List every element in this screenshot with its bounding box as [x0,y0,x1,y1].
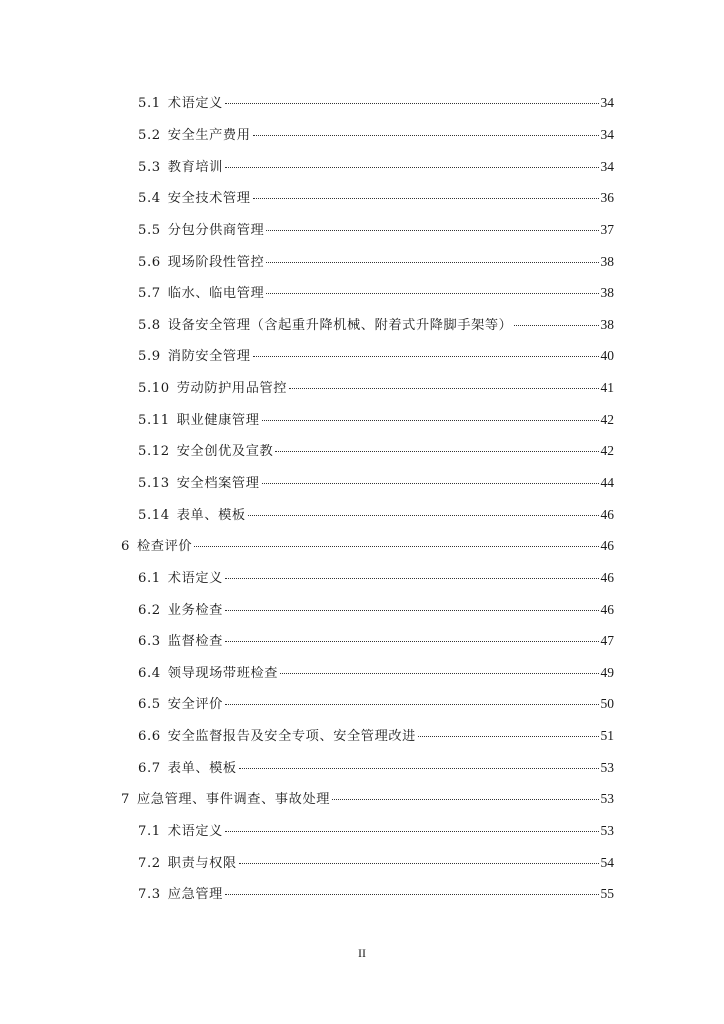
toc-entry-number: 5.7 [138,286,161,302]
toc-entry-page: 51 [600,728,614,744]
toc-entry-5-9[interactable] [0,339,724,371]
toc-entry-title: 检查评价 [137,539,193,555]
toc-entry-title: 表单、模板 [176,507,246,523]
toc-entry-number: 6.6 [138,729,161,745]
toc-entry-title: 职业健康管理 [176,412,260,428]
toc-entry-title: 安全创优及宣教 [176,444,274,460]
toc-entry-number: 6 [121,539,130,555]
toc-entry-title: 术语定义 [167,570,223,586]
toc-entry-page: 46 [600,538,614,554]
toc-entry-number: 5.1 [138,96,161,112]
toc-entry-page: 34 [600,95,614,111]
toc-entry-title: 分包分供商管理 [167,222,265,238]
dot-leader [262,420,599,421]
toc-entry-number: 5.2 [138,127,161,143]
toc-entry-5-7[interactable] [0,276,724,308]
dot-leader [225,103,599,104]
dot-leader [332,799,598,800]
toc-entry-title: 临水、临电管理 [167,286,265,302]
toc-entry-5-13[interactable] [0,466,724,498]
toc-entry-number: 5.5 [138,222,161,238]
toc-entry-number: 5.10 [138,381,170,397]
toc-entry-number: 5.3 [138,159,161,175]
toc-entry-number: 6.4 [138,665,161,681]
toc-entry-page: 37 [600,221,614,237]
toc-entry-title: 领导现场带班检查 [167,665,279,681]
toc-entry-number: 5.14 [138,507,170,523]
toc-entry-5-4[interactable] [0,181,724,213]
toc-entry-6-7[interactable] [0,750,724,782]
toc-entry-page: 55 [600,886,614,902]
dot-leader [418,736,599,737]
dot-leader [253,198,599,199]
toc-entry-page: 44 [600,475,614,490]
dot-leader [514,325,598,326]
toc-entry-page: 46 [600,569,614,585]
dot-leader [239,863,599,864]
toc-entry-6-5[interactable] [0,687,724,719]
toc-entry-title: 监督检查 [167,634,223,650]
toc-entry-5-3[interactable] [0,149,724,181]
toc-entry-title: 表单、模板 [167,760,237,776]
dot-leader [253,135,599,136]
toc-entry-number: 5.9 [138,349,161,365]
toc-entry-5-2[interactable] [0,118,724,150]
toc-entry-number: 5.13 [138,476,170,491]
toc-entry-title: 安全技术管理 [167,191,251,207]
toc-entry-number: 7.3 [138,887,161,903]
dot-leader [289,388,598,389]
dot-leader [225,578,599,579]
toc-entry-title: 应急管理 [167,887,223,903]
toc-entry-page: 42 [600,443,614,459]
toc-entry-5-10[interactable] [0,371,724,403]
toc-entry-page: 38 [600,285,614,301]
toc-entry-5-12[interactable] [0,434,724,466]
toc-entry-7-1[interactable] [0,814,724,846]
toc-entry-number: 5.8 [138,317,161,333]
toc-entry-title: 术语定义 [167,96,223,112]
toc-entry-title: 教育培训 [167,159,223,175]
toc-entry-5-5[interactable] [0,213,724,245]
toc-entry-page: 50 [600,696,614,712]
toc-entry-5-8[interactable] [0,307,724,339]
toc-entry-number: 5.4 [138,191,161,207]
toc-entry-7[interactable] [0,782,724,814]
toc-entry-page: 41 [600,380,614,396]
toc-entry-number: 7.2 [138,855,161,871]
toc-entry-title: 劳动防护用品管控 [176,381,288,397]
toc-entry-6-4[interactable] [0,656,724,688]
toc-entry-number: 6.3 [138,634,161,650]
dot-leader [266,262,598,263]
toc-entry-title: 应急管理、事件调查、事故处理 [137,792,331,808]
toc-entry-page: 46 [600,601,614,617]
toc-entry-title: 安全生产费用 [167,127,251,143]
toc-entry-page: 42 [600,411,614,427]
toc-entry-5-1[interactable] [0,86,724,118]
toc-entry-number: 6.1 [138,570,161,586]
dot-leader [266,230,598,231]
toc-entry-number: 5.11 [138,412,170,428]
toc-entry-7-2[interactable] [0,845,724,877]
toc-entry-number: 6.5 [138,697,161,713]
toc-entry-number: 7 [121,792,130,808]
toc-entry-page: 34 [600,126,614,142]
toc-entry-6[interactable] [0,529,724,561]
toc-entry-number: 7.1 [138,824,161,840]
dot-leader [239,768,599,769]
toc-entry-title: 消防安全管理 [167,349,251,365]
dot-leader [225,831,599,832]
dot-leader [262,483,599,484]
toc-entry-title: 术语定义 [167,824,223,840]
toc-entry-6-6[interactable] [0,719,724,751]
toc-entry-page: 53 [600,791,614,807]
toc-entry-6-1[interactable] [0,561,724,593]
toc-entry-5-11[interactable] [0,402,724,434]
toc-entry-title: 安全评价 [167,697,223,713]
toc-entry-page: 47 [600,633,614,649]
dot-leader [253,356,599,357]
toc-entry-page: 53 [600,823,614,839]
toc-entry-5-14[interactable] [0,497,724,529]
dot-leader [225,704,599,705]
toc-entry-title: 设备安全管理（含起重升降机械、附着式升降脚手架等） [167,317,513,333]
dot-leader [225,167,599,168]
toc-entry-page: 38 [600,253,614,269]
dot-leader [266,293,598,294]
toc-entry-number: 6.7 [138,760,161,776]
toc-entry-page: 34 [600,158,614,174]
toc-entry-6-2[interactable] [0,592,724,624]
toc-entry-title: 职责与权限 [167,855,237,871]
toc-entry-page: 54 [600,854,614,870]
toc-entry-6-3[interactable] [0,624,724,656]
toc-entry-page: 53 [600,759,614,775]
toc-entry-title: 安全监督报告及安全专项、安全管理改进 [167,729,416,745]
toc-entry-number: 5.12 [138,444,170,460]
toc-entry-page: 46 [600,506,614,522]
toc-entry-5-6[interactable] [0,244,724,276]
toc-entry-number: 6.2 [138,602,161,618]
dot-leader [225,610,599,611]
toc-entry-title: 现场阶段性管控 [167,254,265,270]
dot-leader [275,451,598,452]
dot-leader [194,546,598,547]
toc-entry-number: 5.6 [138,254,161,270]
toc-entry-title: 业务检查 [167,602,223,618]
toc-entry-page: 36 [600,190,614,206]
page-number: II [358,946,366,960]
toc-entry-page: 40 [600,348,614,364]
dot-leader [225,641,599,642]
toc-entry-7-3[interactable] [0,877,724,909]
table-of-contents [0,86,724,909]
dot-leader [225,894,599,895]
dot-leader [280,673,598,674]
dot-leader [248,515,599,516]
toc-entry-title: 安全档案管理 [176,476,260,491]
toc-entry-page: 49 [600,664,614,680]
toc-entry-page: 38 [600,316,614,332]
